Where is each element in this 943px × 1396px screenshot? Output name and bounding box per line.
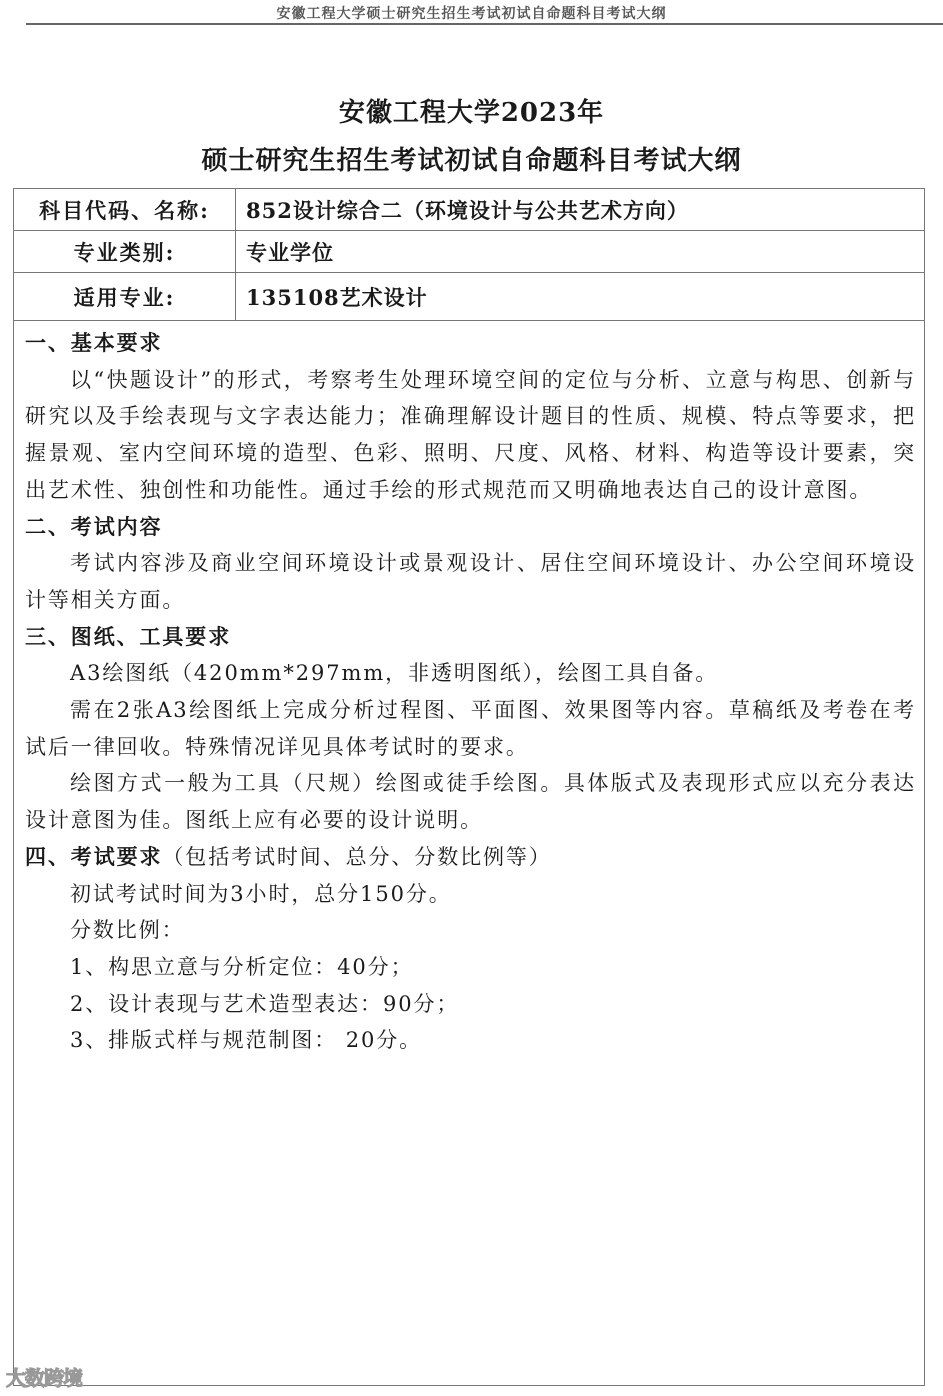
syllabus-content: [14, 321, 924, 1059]
section-heading: 二、考试内容: [25, 513, 163, 539]
paragraph: 分数比例：: [70, 918, 185, 943]
info-label: 科目代码、名称:: [14, 189, 236, 230]
paragraph: A3绘图纸（420mm*297mm，非透明图纸），绘图工具自备。: [70, 661, 719, 686]
paragraph: 需在2张A3绘图纸上完成分析过程图、平面图、效果图等内容。草稿纸及考卷在考试后一律回收。特殊情况详见具体考试时的要求。: [25, 698, 916, 759]
section-heading: 三、图纸、工具要求: [25, 623, 232, 649]
document-title-line2: 硕士研究生招生考试初试自命题科目考试大纲: [201, 146, 742, 176]
document-title-line1: 安徽工程大学2023年: [338, 98, 605, 128]
info-value: 135108艺术设计: [246, 284, 428, 310]
paragraph: 考试内容涉及商业空间环境设计或景观设计、居住空间环境设计、办公空间环境设计等相关方面。: [25, 551, 916, 612]
section-heading-text: 四、考试要求: [25, 843, 163, 869]
running-header: 安徽工程大学硕士研究生招生考试初试自命题科目考试大纲: [276, 6, 667, 22]
info-row-subject: [14, 189, 924, 231]
syllabus-table: [13, 188, 925, 1386]
info-label: 专业类别:: [14, 231, 236, 272]
paragraph: 以“快题设计”的形式，考察考生处理环境空间的定位与分析、立意与构思、创新与研究以及手绘表现与文字表达能力；准确理解设计题目的性质、规模、特点等要求，把握景观、室内空间环境的造型、色彩、照明、尺度、风格、材料、构造等设计要素，突出艺术性、独创性和功能性。通过手绘的形式规范而又明确地表达自己的设计意图。: [25, 367, 916, 502]
header-rule: [26, 23, 943, 25]
section-heading: 一、基本要求: [25, 330, 163, 355]
watermark-logo: 大数跨境: [6, 1366, 82, 1390]
score-item: 3、排版式样与规范制图： 20分。: [70, 1028, 423, 1053]
section-heading-note: （包括考试时间、总分、分数比例等）: [162, 844, 552, 869]
info-value: 专业学位: [246, 239, 334, 265]
score-item: 2、设计表现与艺术造型表达：90分；: [70, 991, 460, 1016]
section-heading: [25, 839, 916, 876]
paragraph: 初试考试时间为3小时，总分150分。: [70, 881, 452, 906]
score-item: 1、构思立意与分析定位：40分；: [70, 954, 414, 979]
info-row-major: [14, 273, 924, 321]
info-label: 适用专业:: [14, 273, 236, 320]
info-value: 852设计综合二（环境设计与公共艺术方向）: [246, 197, 689, 223]
info-row-category: [14, 231, 924, 273]
paragraph: 绘图方式一般为工具（尺规）绘图或徒手绘图。具体版式及表现形式应以充分表达设计意图为佳。图纸上应有必要的设计说明。: [25, 771, 916, 833]
